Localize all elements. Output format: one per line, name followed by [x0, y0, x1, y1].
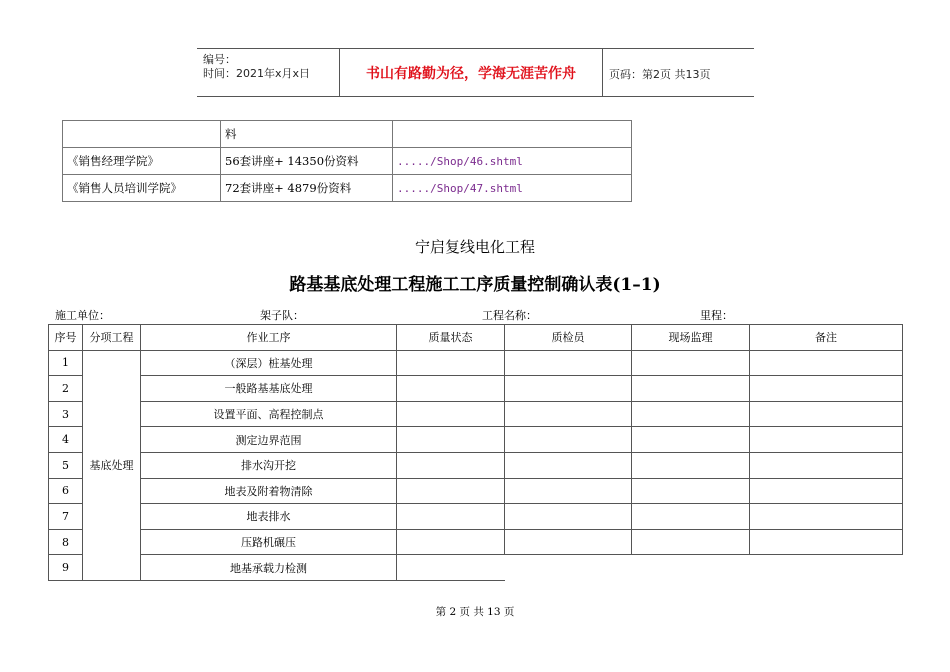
row-number-cell: 2: [49, 376, 83, 402]
meta-unit: 施工单位：: [55, 309, 110, 322]
page-footer: 第 2 页 共 13 页: [435, 606, 515, 618]
remarks-cell[interactable]: [750, 452, 903, 478]
supervisor-cell[interactable]: [632, 401, 750, 427]
remarks-cell[interactable]: [750, 529, 903, 555]
resource-content-cell: 56套讲座+ 14350份资料: [221, 148, 393, 175]
process-cell: 设置平面、高程控制点: [141, 401, 397, 427]
header-divider-right: [602, 48, 603, 96]
inspector-cell[interactable]: [505, 401, 632, 427]
table-row: [49, 504, 903, 530]
meta-team: 架子队：: [260, 309, 304, 322]
table-header-row: [49, 325, 903, 351]
process-cell: 一般路基基底处理: [141, 376, 397, 402]
row-number-cell: 6: [49, 478, 83, 504]
table-row: [49, 452, 903, 478]
column-header: 序号: [49, 325, 83, 351]
resource-title-cell: 《销售人员培训学院》: [63, 175, 221, 202]
process-cell: 压路机碾压: [141, 529, 397, 555]
page-header: [197, 48, 754, 96]
row-number-cell: 1: [49, 350, 83, 376]
meta-project-name: 工程名称：: [482, 309, 537, 322]
remarks-cell[interactable]: [750, 504, 903, 530]
remarks-cell[interactable]: [750, 376, 903, 402]
quality-control-table: [48, 324, 903, 581]
motto-text: 书山有路勤为径，学海无涯苦作舟: [366, 66, 576, 82]
process-cell: 地表及附着物清除: [141, 478, 397, 504]
doc-number-label: 编号：: [203, 53, 236, 66]
resource-link-cell: [393, 121, 632, 148]
table-row: [49, 401, 903, 427]
resource-link-cell[interactable]: ...../Shop/47.shtml: [393, 175, 632, 202]
remarks-cell[interactable]: [750, 555, 903, 581]
remarks-cell[interactable]: [750, 350, 903, 376]
subitem-group-cell: 基底处理: [83, 350, 141, 580]
quality-status-cell[interactable]: [397, 350, 505, 376]
process-cell: 测定边界范围: [141, 427, 397, 453]
inspector-cell[interactable]: [505, 376, 632, 402]
row-number-cell: 7: [49, 504, 83, 530]
remarks-cell[interactable]: [750, 478, 903, 504]
remarks-cell[interactable]: [750, 401, 903, 427]
inspector-cell[interactable]: [505, 427, 632, 453]
inspector-cell[interactable]: [505, 555, 632, 581]
column-header: 质检员: [505, 325, 632, 351]
row-number-cell: 9: [49, 555, 83, 581]
form-title: 路基基底处理工程施工工序质量控制确认表(1–1): [289, 275, 661, 295]
quality-status-cell[interactable]: [397, 452, 505, 478]
quality-status-cell[interactable]: [397, 504, 505, 530]
quality-status-cell[interactable]: [397, 376, 505, 402]
column-header: 现场监理: [632, 325, 750, 351]
resource-content-cell: 72套讲座+ 4879份资料: [221, 175, 393, 202]
table-row: [49, 376, 903, 402]
resource-link-cell[interactable]: ...../Shop/46.shtml: [393, 148, 632, 175]
inspector-cell[interactable]: [505, 529, 632, 555]
remarks-cell[interactable]: [750, 427, 903, 453]
table-row: [49, 529, 903, 555]
inspector-cell[interactable]: [505, 350, 632, 376]
table-row: [49, 427, 903, 453]
supervisor-cell[interactable]: [632, 504, 750, 530]
supervisor-cell[interactable]: [632, 555, 750, 581]
row-number-cell: 3: [49, 401, 83, 427]
resource-row: [63, 175, 632, 202]
column-header: 作业工序: [141, 325, 397, 351]
resource-content-cell: 料: [221, 121, 393, 148]
resource-row: [63, 121, 632, 148]
inspector-cell[interactable]: [505, 504, 632, 530]
supervisor-cell[interactable]: [632, 478, 750, 504]
project-title: 宁启复线电化工程: [414, 238, 535, 256]
header-top-rule: [197, 48, 754, 49]
quality-status-cell[interactable]: [397, 401, 505, 427]
supervisor-cell[interactable]: [632, 452, 750, 478]
table-row: [49, 555, 903, 581]
header-bottom-rule: [197, 96, 754, 97]
process-cell: 地基承载力检测: [141, 555, 397, 581]
process-cell: （深层）桩基处理: [141, 350, 397, 376]
resources-table: [62, 120, 632, 202]
quality-status-cell[interactable]: [397, 555, 505, 581]
quality-status-cell[interactable]: [397, 529, 505, 555]
row-number-cell: 4: [49, 427, 83, 453]
meta-mileage: 里程：: [700, 309, 733, 322]
supervisor-cell[interactable]: [632, 350, 750, 376]
doc-time-label: 时间：2021年x月x日: [203, 67, 311, 80]
supervisor-cell[interactable]: [632, 427, 750, 453]
column-header: 备注: [750, 325, 903, 351]
quality-status-cell[interactable]: [397, 427, 505, 453]
quality-status-cell[interactable]: [397, 478, 505, 504]
resource-title-cell: 《销售经理学院》: [63, 148, 221, 175]
table-row: [49, 350, 903, 376]
row-number-cell: 8: [49, 529, 83, 555]
column-header: 分项工程: [83, 325, 141, 351]
process-cell: 地表排水: [141, 504, 397, 530]
inspector-cell[interactable]: [505, 452, 632, 478]
table-row: [49, 478, 903, 504]
column-header: 质量状态: [397, 325, 505, 351]
resource-title-cell: [63, 121, 221, 148]
row-number-cell: 5: [49, 452, 83, 478]
inspector-cell[interactable]: [505, 478, 632, 504]
page-info: 页码：第2页 共13页: [609, 68, 711, 81]
supervisor-cell[interactable]: [632, 529, 750, 555]
supervisor-cell[interactable]: [632, 376, 750, 402]
resource-row: [63, 148, 632, 175]
process-cell: 排水沟开挖: [141, 452, 397, 478]
